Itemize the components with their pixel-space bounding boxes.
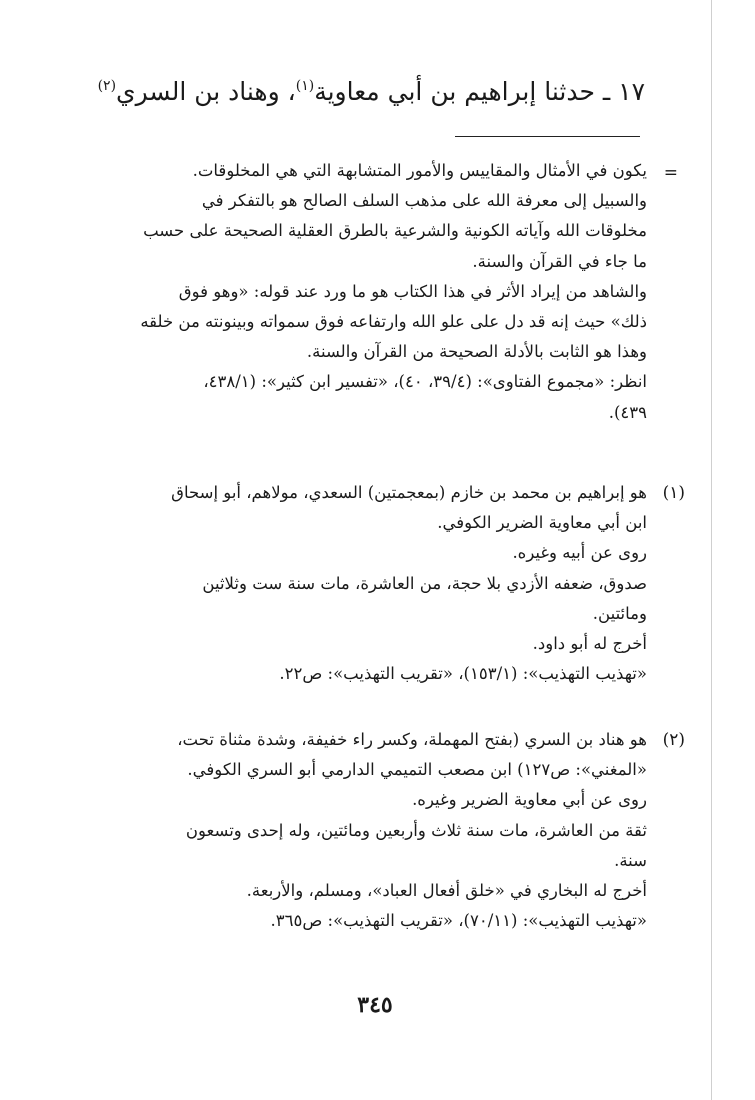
footnote-line: وهذا هو الثابت بالأدلة الصحيحة من القرآن والسنة. xyxy=(306,342,647,362)
footnote-line: ثقة من العاشرة، مات سنة ثلاث وأربعين ومائتين، وله إحدى وتسعون xyxy=(185,820,647,840)
footnote-line: هو إبراهيم بن محمد بن خازم (بمعجمتين) السعدي، مولاهم، أبو إسحاق xyxy=(171,483,647,502)
page-number: ٣٤٥ xyxy=(357,992,393,1018)
footnote-line: ما جاء في القرآن والسنة. xyxy=(472,251,647,271)
footnote-line: «تهذيب التهذيب»: (١٥٣/١)، «تقريب التهذيب»: ص٢٢. xyxy=(279,664,647,684)
footnote-1-marker: (١) xyxy=(662,483,685,503)
footnote-line: ٤٣٩). xyxy=(608,402,647,422)
footnote-line: هو هناد بن السري (بفتح المهملة، وكسر راء خفيفة، وشدة مثناة تحت، xyxy=(177,730,647,749)
heading-footnote-ref-2: (٢) xyxy=(97,78,117,94)
footnote-1 xyxy=(107,478,647,689)
footnote-line: والشاهد من إيراد الأثر في هذا الكتاب هو ما ورد عند قوله: «وهو فوق xyxy=(178,281,647,301)
heading-footnote-ref-1: (١) xyxy=(295,78,315,94)
footnote-line: ذلك» حيث إنه قد دل على علو الله وارتفاعه فوق سمواته وبينونته من خلقه xyxy=(140,312,647,332)
footnote-2-marker: (٢) xyxy=(662,730,685,750)
footnote-line: أخرج له أبو داود. xyxy=(532,634,647,654)
hadith-heading xyxy=(85,66,645,112)
footnote-line: يكون في الأمثال والمقاييس والأمور المتشابهة التي هي المخلوقات. xyxy=(192,161,647,180)
footnote-line: «تهذيب التهذيب»: (٧٠/١١)، «تقريب التهذيب»: ص٣٦٥. xyxy=(270,911,647,931)
continuation-marker: = xyxy=(663,163,678,183)
footnote-line: أخرج له البخاري في «خلق أفعال العباد»، ومسلم، والأربعة. xyxy=(246,881,647,901)
footnote-line: «المغني»: ص١٢٧) ابن مصعب التميمي الدارمي أبو السري الكوفي. xyxy=(187,760,647,780)
heading-main-text: ١٧ ـ حدثنا إبراهيم بن أبي معاوية xyxy=(314,77,645,106)
footnote-line: صدوق، ضعفه الأزدي بلا حجة، من العاشرة، مات سنة ست وثلاثين xyxy=(202,573,647,593)
page-edge-line xyxy=(711,0,712,1100)
footnote-2 xyxy=(107,725,647,936)
footnote-line: سنة. xyxy=(614,850,647,870)
footnote-line: روى عن أبي معاوية الضرير وغيره. xyxy=(412,790,647,810)
footnote-line: انظر: «مجموع الفتاوى»: (٣٩/٤، ٤٠)، «تفسير ابن كثير»: (٤٣٨/١، xyxy=(203,372,647,392)
heading-middle-text: ، وهناد بن السري xyxy=(116,77,296,106)
footnote-divider xyxy=(455,136,640,137)
footnote-line: روى عن أبيه وغيره. xyxy=(512,543,647,563)
footnote-line: والسبيل إلى معرفة الله على مذهب السلف الصالح هو بالتفكر في xyxy=(201,191,647,211)
footnote-line: ومائتين. xyxy=(592,603,647,623)
footnote-line: ابن أبي معاوية الضرير الكوفي. xyxy=(437,513,647,533)
footnote-line: مخلوقات الله وآياته الكونية والشرعية بالطرق العقلية الصحيحة على حسب xyxy=(143,221,647,241)
continuation-footnote xyxy=(140,156,647,428)
